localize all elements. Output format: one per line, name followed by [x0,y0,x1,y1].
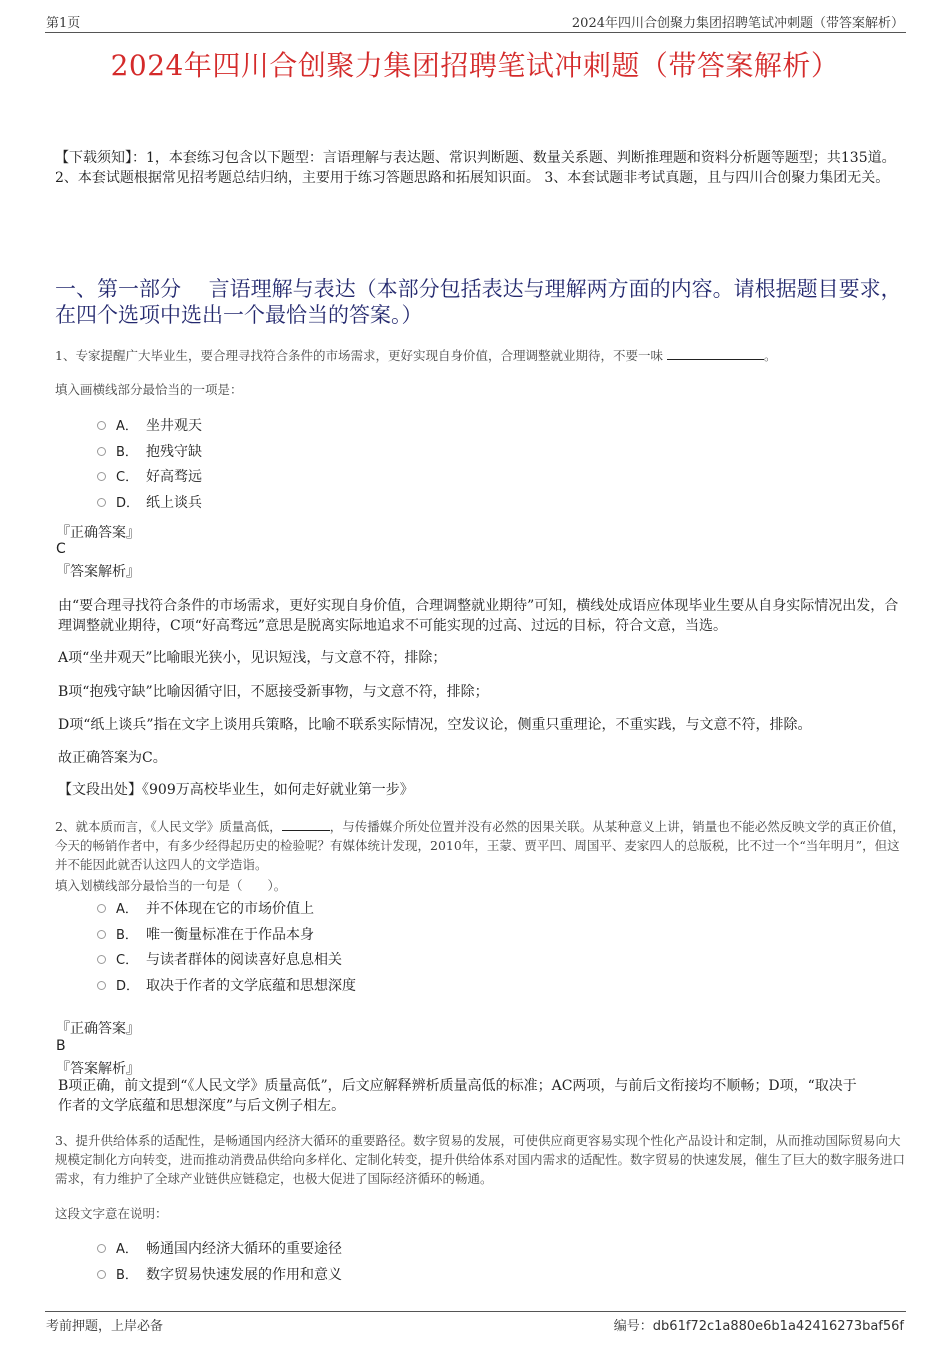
radio-icon[interactable] [97,904,106,913]
footer-rule [45,1311,906,1312]
header-rule [45,32,906,33]
footer-slogan: 考前押题，上岸必备 [46,1319,164,1334]
radio-icon[interactable] [97,1270,106,1279]
q2-option-c[interactable]: C． 与读者群体的阅读喜好息息相关 [97,950,342,970]
q2-answer-heading: 『正确答案』 [56,1021,140,1037]
q2-answer: B [56,1038,66,1054]
q1-option-d[interactable]: D． 纸上谈兵 [97,493,202,513]
question-3-prompt: 这段文字意在说明： [55,1206,168,1221]
q1-option-a[interactable]: A． 坐井观天 [97,416,202,436]
q1-analysis-main: 由“要合理寻找符合条件的市场需求，更好实现自身价值，合理调整就业期待”可知，横线处成语应体现毕业生要从自身实际情况出发，合理调整就业期待，C项“好高骛远”意思是脱离实际地追求不可能实现的过高、过远的目标，符合文意，当选。 [58,598,899,634]
q1-analysis-heading: 『答案解析』 [56,564,140,580]
q2-analysis: B项正确，前文提到“《人民文学》质量高低”，后文应解释辨析质量高低的标准；AC两项，与前后文衔接均不顺畅；D项，“取决于作者的文学底蕴和思想深度”与后文例子相左。 [58,1078,857,1114]
q1-answer-heading: 『正确答案』 [56,525,140,541]
q1-analysis-a: A项“坐井观天”比喻眼光狭小，见识短浅，与文意不符，排除； [58,650,447,666]
radio-icon[interactable] [97,447,106,456]
question-2-prompt: 填入划横线部分最恰当的一句是（ ）。 [55,878,287,893]
q1-analysis-conclusion: 故正确答案为C。 [58,750,167,766]
q1-analysis-b: B项“抱残守缺”比喻因循守旧，不愿接受新事物，与文意不符，排除； [58,684,489,700]
radio-icon[interactable] [97,955,106,964]
q2-option-b[interactable]: B． 唯一衡量标准在于作品本身 [97,925,314,945]
q3-option-b[interactable]: B． 数字贸易快速发展的作用和意义 [97,1265,342,1285]
question-1-stem: 1、专家提醒广大毕业生，要合理寻找符合条件的市场需求，更好实现自身价值，合理调整就业期待，不要一味 。 [55,348,777,363]
q1-analysis-d: D项“纸上谈兵”指在文字上谈用兵策略，比喻不联系实际情况，空发议论，侧重只重理论，不重实践，与文意不符，排除。 [58,717,812,733]
radio-icon[interactable] [97,981,106,990]
q3-option-a[interactable]: A． 畅通国内经济大循环的重要途径 [97,1239,342,1259]
q1-option-c[interactable]: C． 好高骛远 [97,467,202,487]
footer-code: 编号：db61f72c1a880e6b1a42416273baf56f [613,1319,904,1334]
q2-option-d[interactable]: D． 取决于作者的文学底蕴和思想深度 [97,976,356,996]
q2-option-a[interactable]: A． 并不体现在它的市场价值上 [97,899,314,919]
download-notice: 【下载须知】：1，本套练习包含以下题型：言语理解与表达题、常识判断题、数量关系题、判断推理题和资料分析题等题型；共135道。 2、本套试题根据常见招考题总结归纳，主要用于练习答题思路和拓展知识面。 3、本套试题非考试真题，且与四川合创聚力集团无关。 [55,150,896,186]
radio-icon[interactable] [97,1244,106,1253]
radio-icon[interactable] [97,421,106,430]
radio-icon[interactable] [97,472,106,481]
question-3-stem: 3、提升供给体系的适配性，是畅通国内经济大循环的重要路径。数字贸易的发展，可使供应商更容易实现个性化产品设计和定制，从而推动国际贸易向大规模定制化方向转变，进而推动消费品供给向多样化、定制化转变，提升供给体系对国内需求的适配性。数字贸易的快速发展，催生了巨大的数字服务进口需求，有力维护了全球产业链供应链稳定，也极大促进了国际经济循环的畅通。 [55,1133,906,1186]
q1-answer: C [56,541,66,557]
question-2-stem: 2、就本质而言，《人民文学》质量高低， ，与传播媒介所处位置并没有必然的因果关联。从某种意义上讲，销量也不能必然反映文学的真正价值，今天的畅销作者中，有多少经得起历史的检验呢？有媒体统计发现，2010年，王蒙、贾平凹、周国平、麦家四人的总版税，比不过一个“当年明月”，但这并不能因此就否认这四人的文学造诣。 [55,819,905,872]
answer-blank [282,818,330,831]
section-title: 一、第一部分 言语理解与表达（本部分包括表达与理解两方面的内容。请根据题目要求，在四个选项中选出一个最恰当的答案。） [55,277,902,327]
answer-blank [667,347,764,360]
q1-option-b[interactable]: B． 抱残守缺 [97,442,202,462]
header-doc-title: 2024年四川合创聚力集团招聘笔试冲刺题（带答案解析） [571,16,904,31]
radio-icon[interactable] [97,930,106,939]
q2-analysis-heading: 『答案解析』 [56,1061,140,1077]
document-title: 2024年四川合创聚力集团招聘笔试冲刺题（带答案解析） [110,49,840,82]
question-1-prompt: 填入画横线部分最恰当的一项是： [55,382,243,397]
radio-icon[interactable] [97,498,106,507]
q1-source: 【文段出处】《909万高校毕业生，如何走好就业第一步》 [58,782,414,798]
page-number: 第1页 [46,16,81,31]
